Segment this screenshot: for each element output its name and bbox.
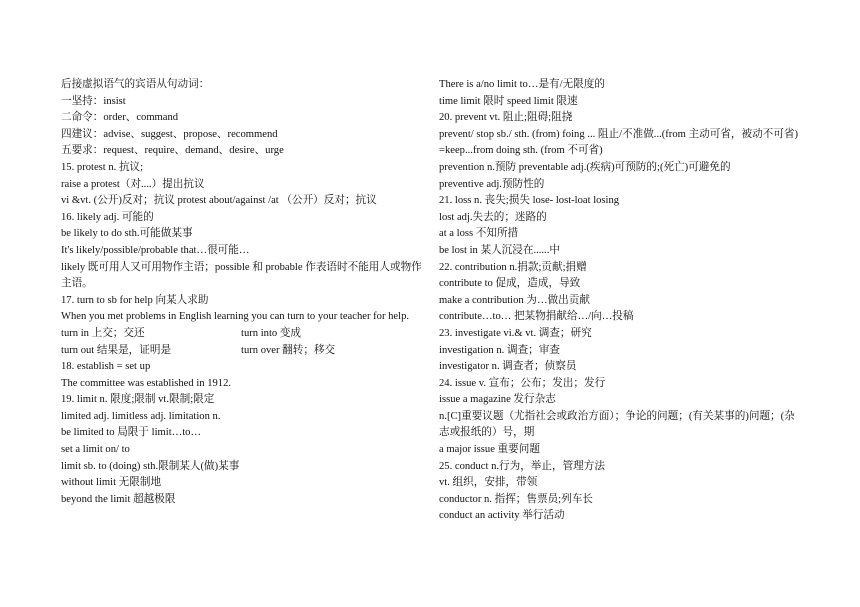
text-line: 一坚持：insist — [61, 95, 126, 107]
text-line: investigation n. 调查；审查 — [439, 344, 560, 356]
text-line: raise a protest（对....）提出抗议 — [61, 178, 205, 190]
text-line: 五要求：request、require、demand、desire、urge — [61, 145, 284, 157]
text-line: be likely to do sth.可能做某事 — [61, 228, 193, 240]
text-line: preventive adj.预防性的 — [439, 178, 545, 190]
entry-heading: 21. loss n. 丧失;损失 lose- lost-loat losing — [439, 195, 620, 207]
text-line: 后接虚拟语气的宾语从句动词： — [61, 79, 210, 90]
text-line: set a limit on/ to — [61, 444, 130, 456]
text-line: lost adj.失去的；迷路的 — [439, 211, 547, 223]
text-line: 四建议：advise、suggest、propose、recommend — [61, 128, 278, 140]
entry-heading: 20. prevent vt. 阻止;阻碍;阻挠 — [439, 112, 573, 124]
entry-heading: 16. likely adj. 可能的 — [61, 211, 154, 223]
entry-heading: 25. conduct n.行为，举止，管理方法 — [439, 460, 605, 472]
entry-heading: 19. limit n. 限度;限制 vt.限制;限定 — [61, 394, 215, 406]
phrase-turn-in: turn in 上交；交还 — [61, 327, 145, 339]
text-line: conductor n. 指挥；售票员;列车长 — [439, 493, 593, 505]
entry-heading: 15. protest n. 抗议; — [61, 161, 144, 173]
text-line: make a contribution 为…做出贡献 — [439, 294, 590, 306]
example-sentence: When you met problems in English learning you can turn to your teacher for help. — [61, 311, 410, 323]
entry-heading: 23. investigate vi.& vt. 调查；研究 — [439, 327, 592, 339]
text-line: vi &vt. (公开)反对；抗议 protest about/against /at （公开）反对；抗议 — [61, 195, 377, 207]
text-line: There is a/no limit to…是有/无限度的 — [439, 79, 605, 90]
entry-heading: 24. issue v. 宣布；公布；发出；发行 — [439, 377, 606, 389]
text-line: be lost in 某人沉浸在......中 — [439, 244, 560, 256]
text-paragraph: likely 既可用人又可用物作主语；possible 和 probable 作表语时不能用人或物作主语。 — [61, 261, 422, 290]
text-line: contribute…to… 把某物捐献给…/向…投稿 — [439, 311, 634, 323]
phrase-row — [61, 343, 426, 360]
left-column — [61, 77, 426, 508]
text-paragraph: n.[C]重要议题（尤指社会或政治方面）；争论的问题；(有关某事的)问题；(杂志或报纸的）号，期 — [439, 410, 795, 439]
text-line: be limited to 局限于 limit…to… — [61, 427, 202, 439]
text-line: contribute to 促成，造成，导致 — [439, 278, 581, 290]
phrase-turn-into: turn into 变成 — [241, 327, 302, 339]
text-line: time limit 限时 speed limit 限速 — [439, 95, 578, 107]
text-line: limited adj. limitless adj. limitation n. — [61, 410, 221, 422]
text-line: without limit 无限制地 — [61, 477, 162, 489]
text-line: limit sb. to (doing) sth.限制某人(做)某事 — [61, 460, 240, 472]
entry-heading: 18. establish = set up — [61, 361, 151, 373]
text-line: beyond the limit 超越极限 — [61, 493, 176, 505]
text-line: 二命令：order、command — [61, 112, 179, 124]
phrase-row — [61, 326, 426, 343]
text-line: conduct an activity 举行活动 — [439, 510, 565, 522]
text-paragraph: prevent/ stop sb./ sth. (from) foing ... 阻止/不准做...(from 主动可省，被动不可省) =keep...from doing sth. (from 不可省) — [439, 128, 798, 157]
text-line: investigator n. 调查者；侦察员 — [439, 361, 577, 373]
entry-heading: 22. contribution n.捐款;贡献;捐赠 — [439, 261, 587, 273]
example-sentence: The committee was established in 1912. — [61, 377, 232, 389]
entry-heading: 17. turn to sb for help 向某人求助 — [61, 294, 209, 306]
right-column — [439, 77, 802, 525]
text-line: a major issue 重要问题 — [439, 444, 540, 456]
text-line: It's likely/possible/probable that…很可能… — [61, 244, 250, 256]
phrase-turn-over: turn over 翻转；移交 — [241, 344, 336, 356]
text-line: at a loss 不知所措 — [439, 228, 519, 240]
text-line: vt. 组织，安排，带领 — [439, 477, 538, 489]
phrase-turn-out: turn out 结果是，证明是 — [61, 344, 172, 356]
text-line: prevention n.预防 preventable adj.(疾病)可预防的;(死亡)可避免的 — [439, 161, 731, 173]
text-line: issue a magazine 发行杂志 — [439, 394, 556, 406]
